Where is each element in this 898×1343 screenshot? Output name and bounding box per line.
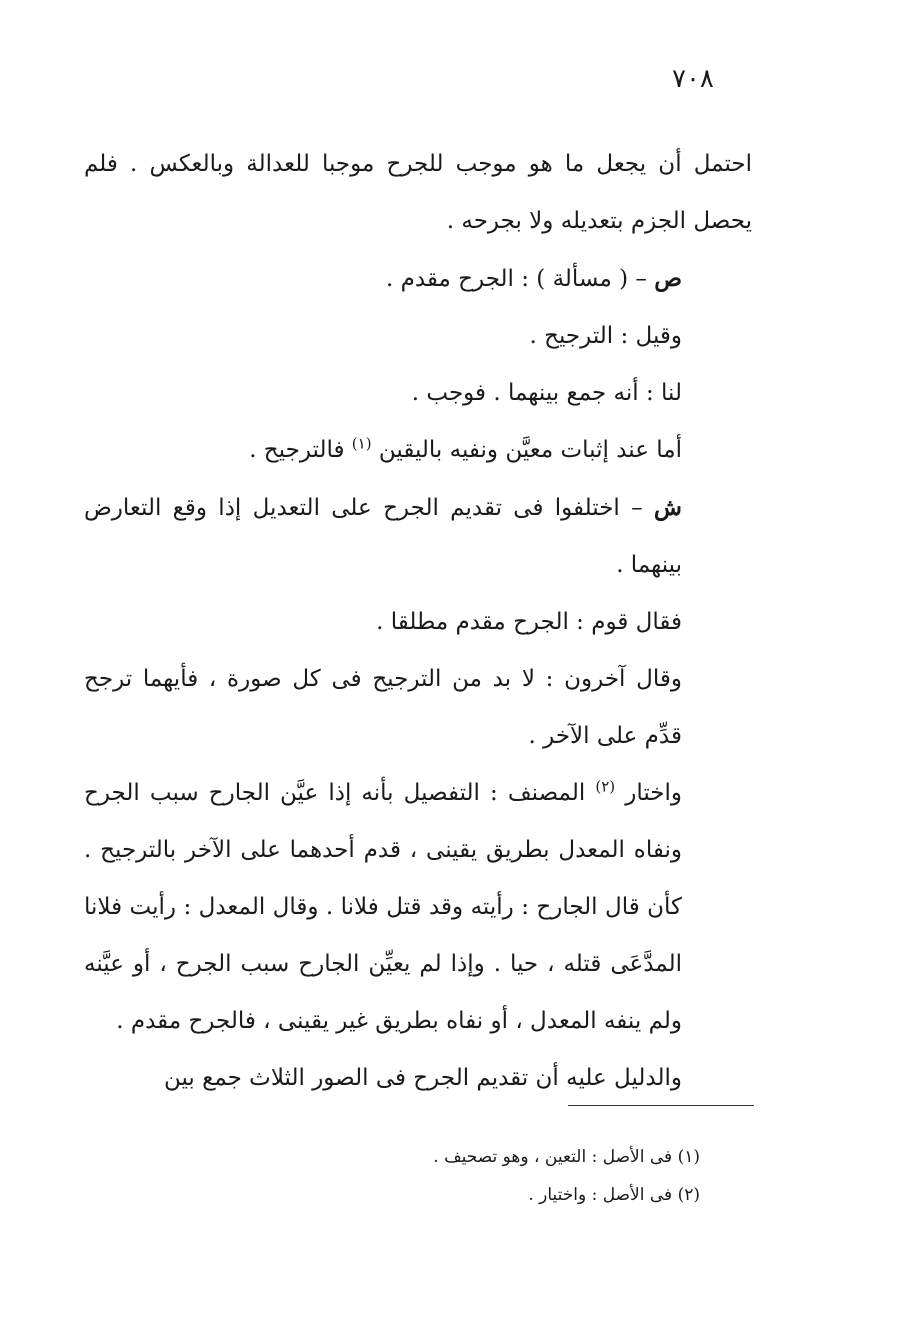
paragraph-4: لنا : أنه جمع بينهما . فوجب . bbox=[411, 380, 682, 406]
paragraph-9-text-after: المصنف : التفصيل بأنه إذا عيَّن الجارح سبب الجرح ونفاه المعدل بطريق يقينى ، قدم أحدهما على الآخر بالترجيح . كأن قال الجارح : رأيته وقد قتل فلانا . وقال المعدل : رأيت فلانا المدَّعَى قتله ، حيا . وإذا لم يعيِّن الجارح سبب الجرح ، أو عيَّنه ولم ينفه المعدل ، أو نفاه بطريق غير يقينى ، فالجرح مقدم . bbox=[84, 780, 682, 1034]
footnote-2: (٢) فى الأصل : واختيار . bbox=[528, 1185, 700, 1205]
paragraph-5-text-after: فالترجيح . bbox=[249, 437, 352, 463]
footnote-ref-1[interactable]: (١) bbox=[351, 434, 372, 453]
paragraph-6-text: – اختلفوا فى تقديم الجرح على التعديل إذا وقع التعارض بينهما . bbox=[84, 495, 682, 578]
footnote-1: (١) فى الأصل : التعين ، وهو تصحيف . bbox=[433, 1147, 700, 1167]
paragraph-9-text-before: واختار bbox=[615, 780, 682, 806]
paragraph-2 bbox=[84, 250, 752, 308]
section-marker-shin: ش bbox=[653, 494, 682, 521]
paragraph-10: والدليل عليه أن تقديم الجرح فى الصور الثلاث جمع بين bbox=[163, 1065, 682, 1091]
paragraph-9 bbox=[84, 765, 752, 1050]
paragraph-3: وقيل : الترجيح . bbox=[529, 323, 682, 349]
paragraph-7: فقال قوم : الجرح مقدم مطلقا . bbox=[376, 609, 682, 635]
main-text bbox=[84, 136, 752, 1107]
footnotes bbox=[300, 1138, 700, 1214]
footnote-divider bbox=[568, 1105, 754, 1106]
paragraph-8: وقال آخرون : لا بد من الترجيح فى كل صورة ، فأيهما ترجح قدِّم على الآخر . bbox=[84, 666, 682, 749]
footnote-ref-2[interactable]: (٢) bbox=[595, 777, 616, 796]
paragraph-1: احتمل أن يجعل ما هو موجب للجرح موجبا للعدالة وبالعكس . فلم يحصل الجزم بتعديله ولا بجرحه . bbox=[84, 151, 752, 234]
section-marker-sad: ص bbox=[654, 265, 682, 292]
paragraph-5-text-before: أما عند إثبات معيَّن ونفيه باليقين bbox=[371, 437, 682, 463]
paragraph-6 bbox=[84, 479, 752, 594]
page-number: ٧٠٨ bbox=[672, 64, 714, 94]
paragraph-5 bbox=[84, 422, 752, 479]
paragraph-2-text: – ( مسألة ) : الجرح مقدم . bbox=[385, 266, 655, 292]
